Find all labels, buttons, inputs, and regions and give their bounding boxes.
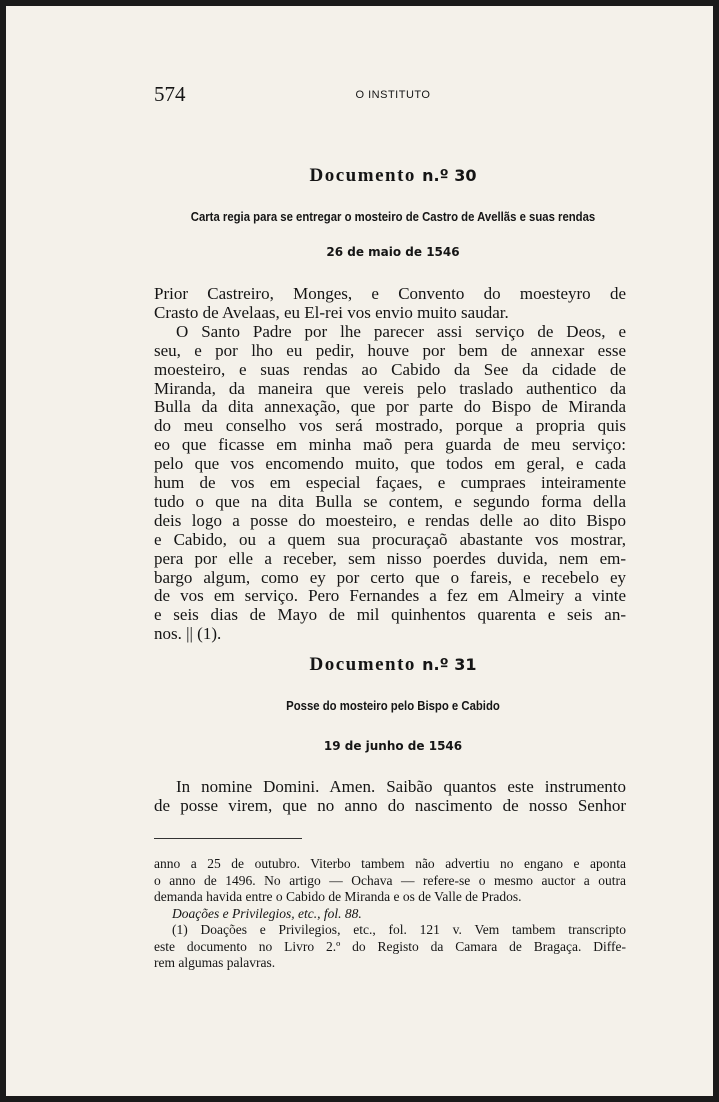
doc30-title-word: Documento bbox=[309, 165, 416, 186]
page-header bbox=[154, 82, 632, 106]
doc30-title bbox=[154, 165, 632, 187]
doc31-title-word: Documento bbox=[309, 654, 416, 675]
doc30-text-line: Bulla da dita annexação, que por parte do Bispo de Miranda bbox=[154, 397, 626, 417]
doc30-text-line: hum de vos em especial façaes, e cumpraes inteiramente bbox=[154, 473, 626, 492]
doc30-text-line: moesteiro, e suas rendas ao Cabido da See da cidade de bbox=[154, 359, 626, 379]
doc30-text-line: do meu conselho vos será mostrado, porque a propria quis bbox=[154, 416, 626, 436]
doc30-title-number: n.º 30 bbox=[422, 166, 477, 185]
footnote-line: rem algumas palavras. bbox=[154, 955, 276, 970]
footnote-line: demanda havida entre o Cabido de Miranda e os de Valle de Prados. bbox=[154, 889, 522, 904]
doc31-title-number: n.º 31 bbox=[422, 655, 477, 674]
doc30-text-line: e seis dias de Mayo de mil quinhentos quarenta e seis an- bbox=[154, 605, 626, 625]
footnote-line: (1) Doações e Privilegios, etc., fol. 121 v. Vem tambem transcripto bbox=[172, 922, 626, 937]
doc30-text-line: e Cabido, ou a quem sua procuraçaõ abastante vos mostrar, bbox=[154, 529, 626, 549]
footnote-line: anno a 25 de outubro. Viterbo tambem não advertiu no engano e aponta bbox=[154, 856, 626, 871]
running-title: O INSTITUTO bbox=[355, 89, 431, 101]
doc31-subtitle: Posse do mosteiro pelo Bispo e Cabido bbox=[286, 698, 500, 713]
footnote-line: o anno de 1496. No artigo — Ochava — refere-se o mesmo auctor a outra bbox=[154, 872, 626, 888]
doc30-subtitle: Carta regia para se entregar o mosteiro de Castro de Avellãs e suas rendas bbox=[190, 209, 596, 224]
footnote-line: este documento no Livro 2.º do Registo da Camara de Bragaça. Diffe- bbox=[154, 938, 626, 954]
doc30-text-line: tudo o que na dita Bulla se contem, e segundo forma della bbox=[154, 491, 626, 511]
doc30-text-line: Prior Castreiro, Monges, e Convento do moesteyro de bbox=[154, 284, 626, 303]
doc31-text-line: de posse virem, que no anno do nascimento de nosso Senhor bbox=[154, 795, 626, 815]
footnote-rule bbox=[154, 838, 302, 839]
doc30-text-line: pera por elle a receber, sem nisso poerdes duvida, nem em- bbox=[154, 548, 626, 568]
doc30-text-line: Miranda, da maneira que vereis pelo traslado authentico da bbox=[154, 378, 626, 398]
doc30-text-line: O Santo Padre por lhe parecer assi serviço de Deos, e bbox=[176, 321, 626, 341]
doc31-text-line: In nomine Domini. Amen. Saibão quantos este instrumento bbox=[176, 777, 626, 796]
doc30-text-line: seu, e por lho eu pedir, houve por bem de annexar esse bbox=[154, 340, 626, 360]
doc30-text-line: de vos em serviço. Pero Fernandes a fez em Almeiry a vinte bbox=[154, 586, 626, 606]
page-number: 574 bbox=[154, 82, 186, 106]
doc30-text-line: Crasto de Avelaas, eu El-rei vos envio muito saudar. bbox=[154, 302, 509, 322]
doc30-text-line: eo que ficasse em minha maõ pera guarda de meu serviço: bbox=[154, 435, 626, 455]
doc31-date: 19 de junho de 1546 bbox=[323, 739, 463, 753]
doc31-title bbox=[154, 654, 632, 676]
doc30-text-line: nos. || (1). bbox=[154, 624, 222, 644]
document-page bbox=[6, 6, 713, 1096]
footnote-line: Doações e Privilegios, etc., fol. 88. bbox=[172, 905, 362, 921]
doc30-text-line: bargo algum, como ey por certo que o fareis, e recebelo ey bbox=[154, 567, 626, 587]
doc30-text-line: deis logo a posse do moesteiro, e rendas delle ao dito Bispo bbox=[154, 510, 626, 530]
doc30-date: 26 de maio de 1546 bbox=[326, 245, 460, 259]
doc30-text-line: pelo que vos encomendo muito, que todos em geral, e cada bbox=[154, 454, 626, 474]
